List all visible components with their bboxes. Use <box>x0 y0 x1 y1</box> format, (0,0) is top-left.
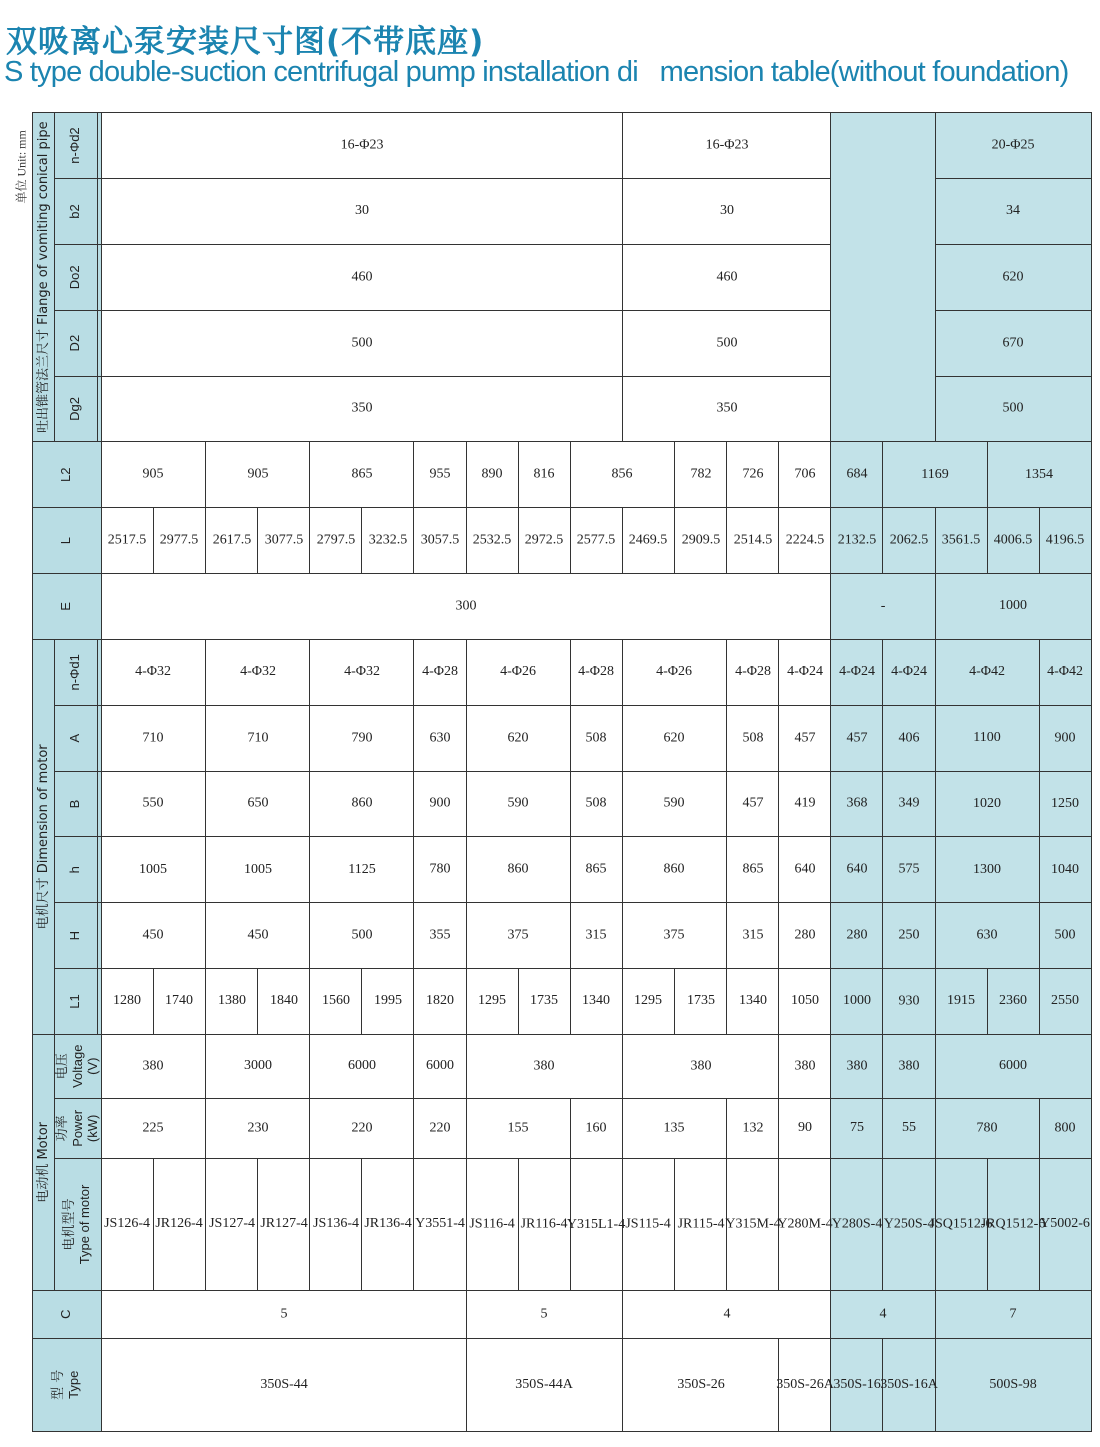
header-l: L <box>33 508 102 574</box>
l2-cell: 1169 <box>883 442 987 508</box>
type-cell: 350S-26 <box>622 1338 778 1431</box>
small-h-cell: 860 <box>466 837 570 903</box>
l2-cell: 890 <box>466 442 518 508</box>
voltage-cell: 380 <box>831 1034 883 1098</box>
small-h-cell: 640 <box>831 837 883 903</box>
l1-cell: 1280 <box>101 969 153 1035</box>
nd1-cell: 4-Φ26 <box>466 639 570 705</box>
header-dg2: Dg2 <box>55 376 98 442</box>
l2-cell: 726 <box>727 442 779 508</box>
l1-cell: 1735 <box>518 969 570 1035</box>
l2-cell: 856 <box>570 442 674 508</box>
b-cell: 1020 <box>935 771 1039 837</box>
big-h-cell: 315 <box>727 903 779 969</box>
a-cell: 790 <box>310 705 414 771</box>
dimension-table <box>32 112 1092 1432</box>
a-cell: 620 <box>466 705 570 771</box>
do2-cell: 620 <box>935 244 1091 310</box>
l-cell: 2514.5 <box>727 508 779 574</box>
page-title-en: S type double-suction centrifugal pump installation di mension table(without foundation) <box>4 56 1069 88</box>
nd2-cell: 16-Φ23 <box>622 113 830 179</box>
c-cell: 4 <box>831 1290 935 1338</box>
nd1-cell: 4-Φ32 <box>101 639 205 705</box>
header-motor-group: 电动机 Motor <box>33 1034 55 1290</box>
header-big-h: H <box>55 903 98 969</box>
power-cell: 55 <box>883 1098 935 1159</box>
big-h-cell: 500 <box>1039 903 1091 969</box>
e-cell: - <box>831 574 935 640</box>
l1-cell: 1340 <box>727 969 779 1035</box>
big-h-cell: 315 <box>570 903 622 969</box>
l-cell: 2532.5 <box>466 508 518 574</box>
l1-cell: 2360 <box>987 969 1039 1035</box>
motor-type-cell: JR126-4 <box>153 1159 205 1291</box>
nd1-cell: 4-Φ26 <box>622 639 726 705</box>
l1-cell: 1560 <box>310 969 362 1035</box>
header-motor-type: 电机型号 Type of motor <box>55 1159 102 1291</box>
table-row <box>101 113 153 1432</box>
power-cell: 75 <box>831 1098 883 1159</box>
l1-cell: 2550 <box>1039 969 1091 1035</box>
l2-cell: 684 <box>831 442 883 508</box>
power-cell: 135 <box>622 1098 726 1159</box>
b-cell: 590 <box>622 771 726 837</box>
motor-type-cell: JS126-4 <box>101 1159 153 1291</box>
big-h-cell: 500 <box>310 903 414 969</box>
small-h-cell: 865 <box>727 837 779 903</box>
header-power: 功率 Power (kW) <box>55 1098 102 1159</box>
a-cell: 457 <box>831 705 883 771</box>
header-flange-group: 吐出锥管法兰尺寸 Flange of vomiting conical pipe <box>33 113 55 442</box>
dimension-table-container <box>32 112 1092 1432</box>
power-cell: 132 <box>727 1098 779 1159</box>
a-cell: 1100 <box>935 705 1039 771</box>
nd1-cell: 4-Φ32 <box>206 639 310 705</box>
b2-cell: 30 <box>101 179 622 245</box>
l1-cell: 1820 <box>414 969 466 1035</box>
type-cell: 350S-16 <box>831 1338 883 1431</box>
motor-type-cell: Y3551-4 <box>414 1159 466 1291</box>
motor-type-cell: Y5002-6 <box>1039 1159 1091 1291</box>
motor-type-cell: JR136-4 <box>362 1159 414 1291</box>
header-type: 型 号 Type <box>33 1338 102 1431</box>
l1-cell: 1050 <box>779 969 831 1035</box>
power-cell: 155 <box>466 1098 570 1159</box>
nd1-cell: 4-Φ28 <box>570 639 622 705</box>
l-cell: 2977.5 <box>153 508 205 574</box>
l-cell: 2972.5 <box>518 508 570 574</box>
a-cell: 457 <box>779 705 831 771</box>
unit-label: 单位 Unit: mm <box>14 130 29 204</box>
l1-cell: 1340 <box>570 969 622 1035</box>
voltage-cell: 6000 <box>414 1034 466 1098</box>
header-b2: b2 <box>55 179 98 245</box>
c-cell: 5 <box>101 1290 466 1338</box>
header-e: E <box>33 574 102 640</box>
power-cell: 90 <box>779 1098 831 1159</box>
a-cell: 630 <box>414 705 466 771</box>
header-a: A <box>55 705 98 771</box>
a-cell: 508 <box>570 705 622 771</box>
l-cell: 2224.5 <box>779 508 831 574</box>
b2-cell: 34 <box>935 179 1091 245</box>
motor-type-cell: Y280S-4 <box>831 1159 883 1291</box>
b-cell: 1250 <box>1039 771 1091 837</box>
header-nd2: n-Φd2 <box>55 113 98 179</box>
power-cell: 160 <box>570 1098 622 1159</box>
motor-type-cell: JR116-4 <box>518 1159 570 1291</box>
do2-cell: 460 <box>101 244 622 310</box>
b-cell: 508 <box>570 771 622 837</box>
a-cell: 710 <box>206 705 310 771</box>
big-h-cell: 375 <box>466 903 570 969</box>
header-do2: Do2 <box>55 244 98 310</box>
l-cell: 2617.5 <box>206 508 258 574</box>
l1-cell: 1915 <box>935 969 987 1035</box>
b-cell: 650 <box>206 771 310 837</box>
b-cell: 349 <box>883 771 935 837</box>
header-row-2 <box>55 113 98 1432</box>
l1-cell: 1000 <box>831 969 883 1035</box>
l-cell: 3077.5 <box>258 508 310 574</box>
small-h-cell: 865 <box>570 837 622 903</box>
l1-cell: 1295 <box>622 969 674 1035</box>
e-cell: 300 <box>101 574 831 640</box>
big-h-cell: 450 <box>206 903 310 969</box>
b-cell: 550 <box>101 771 205 837</box>
motor-type-cell: JRQ1512-6 <box>987 1159 1039 1291</box>
header-row-1 <box>33 113 55 1432</box>
l1-cell: 1995 <box>362 969 414 1035</box>
motor-type-cell: JS115-4 <box>622 1159 674 1291</box>
l-cell: 2132.5 <box>831 508 883 574</box>
small-h-cell: 860 <box>622 837 726 903</box>
l2-cell: 1354 <box>987 442 1091 508</box>
b-cell: 590 <box>466 771 570 837</box>
header-l1: L1 <box>55 969 98 1035</box>
l2-cell: 905 <box>101 442 205 508</box>
l1-cell: 1740 <box>153 969 205 1035</box>
c-cell: 4 <box>622 1290 830 1338</box>
header-c: C <box>33 1290 102 1338</box>
d2-cell: 670 <box>935 310 1091 376</box>
small-h-cell: 575 <box>883 837 935 903</box>
motor-type-cell: JS116-4 <box>466 1159 518 1291</box>
type-cell: 350S-16A <box>883 1338 935 1431</box>
power-cell: 780 <box>935 1098 1039 1159</box>
l2-cell: 816 <box>518 442 570 508</box>
l2-cell: 955 <box>414 442 466 508</box>
l1-cell: 1380 <box>206 969 258 1035</box>
l-cell: 2797.5 <box>310 508 362 574</box>
l1-cell: 930 <box>883 969 935 1035</box>
motor-type-cell: JR127-4 <box>258 1159 310 1291</box>
power-cell: 230 <box>206 1098 310 1159</box>
type-cell: 350S-26A <box>779 1338 831 1431</box>
small-h-cell: 1005 <box>206 837 310 903</box>
d2-cell: 500 <box>101 310 622 376</box>
c-cell: 7 <box>935 1290 1091 1338</box>
voltage-cell: 380 <box>466 1034 622 1098</box>
l1-cell: 1295 <box>466 969 518 1035</box>
type-cell: 350S-44A <box>466 1338 622 1431</box>
b-cell: 457 <box>727 771 779 837</box>
nd1-cell: 4-Φ42 <box>1039 639 1091 705</box>
nd1-cell: 4-Φ24 <box>831 639 883 705</box>
a-cell: 620 <box>622 705 726 771</box>
motor-type-cell: JR115-4 <box>675 1159 727 1291</box>
do2-cell: 460 <box>622 244 830 310</box>
motor-type-cell: JS136-4 <box>310 1159 362 1291</box>
b-cell: 368 <box>831 771 883 837</box>
voltage-cell: 3000 <box>206 1034 310 1098</box>
nd2-cell: 16-Φ23 <box>101 113 622 179</box>
big-h-cell: 250 <box>883 903 935 969</box>
small-h-cell: 1125 <box>310 837 414 903</box>
power-cell: 220 <box>310 1098 414 1159</box>
l-cell: 2469.5 <box>622 508 674 574</box>
l-cell: 4196.5 <box>1039 508 1091 574</box>
l2-cell: 706 <box>779 442 831 508</box>
voltage-cell: 380 <box>779 1034 831 1098</box>
voltage-cell: 6000 <box>310 1034 414 1098</box>
l-cell: 2517.5 <box>101 508 153 574</box>
small-h-cell: 780 <box>414 837 466 903</box>
page-title-cn: 双吸离心泵安装尺寸图(不带底座) <box>6 24 485 60</box>
small-h-cell: 640 <box>779 837 831 903</box>
header-d2: D2 <box>55 310 98 376</box>
flange-empty-cell <box>831 113 935 442</box>
motor-type-cell: Y315L1-4 <box>570 1159 622 1291</box>
nd1-cell: 4-Φ28 <box>727 639 779 705</box>
l2-cell: 865 <box>310 442 414 508</box>
b-cell: 419 <box>779 771 831 837</box>
l-cell: 3561.5 <box>935 508 987 574</box>
nd1-cell: 4-Φ28 <box>414 639 466 705</box>
motor-type-cell: Y280M-4 <box>779 1159 831 1291</box>
power-cell: 225 <box>101 1098 205 1159</box>
voltage-cell: 6000 <box>935 1034 1091 1098</box>
a-cell: 710 <box>101 705 205 771</box>
dg2-cell: 350 <box>622 376 830 442</box>
a-cell: 508 <box>727 705 779 771</box>
l-cell: 2909.5 <box>675 508 727 574</box>
a-cell: 900 <box>1039 705 1091 771</box>
header-l2: L2 <box>33 442 102 508</box>
l1-cell: 1840 <box>258 969 310 1035</box>
big-h-cell: 280 <box>831 903 883 969</box>
l-cell: 3057.5 <box>414 508 466 574</box>
l-cell: 2577.5 <box>570 508 622 574</box>
type-cell: 500S-98 <box>935 1338 1091 1431</box>
nd1-cell: 4-Φ24 <box>883 639 935 705</box>
power-cell: 800 <box>1039 1098 1091 1159</box>
motor-type-cell: Y250S-4 <box>883 1159 935 1291</box>
b-cell: 900 <box>414 771 466 837</box>
motor-type-cell: JSQ1512-6 <box>935 1159 987 1291</box>
b-cell: 860 <box>310 771 414 837</box>
e-cell: 1000 <box>935 574 1091 640</box>
type-cell: 350S-44 <box>101 1338 466 1431</box>
l1-cell: 1735 <box>675 969 727 1035</box>
l-cell: 4006.5 <box>987 508 1039 574</box>
nd1-cell: 4-Φ24 <box>779 639 831 705</box>
header-voltage: 电压 Voltage (V) <box>55 1034 102 1098</box>
l2-cell: 905 <box>206 442 310 508</box>
c-cell: 5 <box>466 1290 622 1338</box>
big-h-cell: 280 <box>779 903 831 969</box>
big-h-cell: 450 <box>101 903 205 969</box>
table-row <box>622 113 674 1432</box>
dg2-cell: 350 <box>101 376 622 442</box>
small-h-cell: 1300 <box>935 837 1039 903</box>
b2-cell: 30 <box>622 179 830 245</box>
nd1-cell: 4-Φ42 <box>935 639 1039 705</box>
l2-cell: 782 <box>675 442 727 508</box>
table-row <box>935 113 987 1432</box>
voltage-cell: 380 <box>883 1034 935 1098</box>
big-h-cell: 355 <box>414 903 466 969</box>
l-cell: 3232.5 <box>362 508 414 574</box>
l-cell: 2062.5 <box>883 508 935 574</box>
voltage-cell: 380 <box>101 1034 205 1098</box>
nd1-cell: 4-Φ32 <box>310 639 414 705</box>
header-small-h: h <box>55 837 98 903</box>
power-cell: 220 <box>414 1098 466 1159</box>
header-b: B <box>55 771 98 837</box>
table-row <box>831 113 883 1432</box>
voltage-cell: 380 <box>622 1034 778 1098</box>
big-h-cell: 630 <box>935 903 1039 969</box>
small-h-cell: 1005 <box>101 837 205 903</box>
d2-cell: 500 <box>622 310 830 376</box>
header-nd1: n-Φd1 <box>55 639 98 705</box>
a-cell: 406 <box>883 705 935 771</box>
small-h-cell: 1040 <box>1039 837 1091 903</box>
dg2-cell: 500 <box>935 376 1091 442</box>
motor-type-cell: Y315M-4 <box>727 1159 779 1291</box>
header-dimension-group: 电机尺寸 Dimension of motor <box>33 639 55 1034</box>
big-h-cell: 375 <box>622 903 726 969</box>
nd2-cell: 20-Φ25 <box>935 113 1091 179</box>
motor-type-cell: JS127-4 <box>206 1159 258 1291</box>
